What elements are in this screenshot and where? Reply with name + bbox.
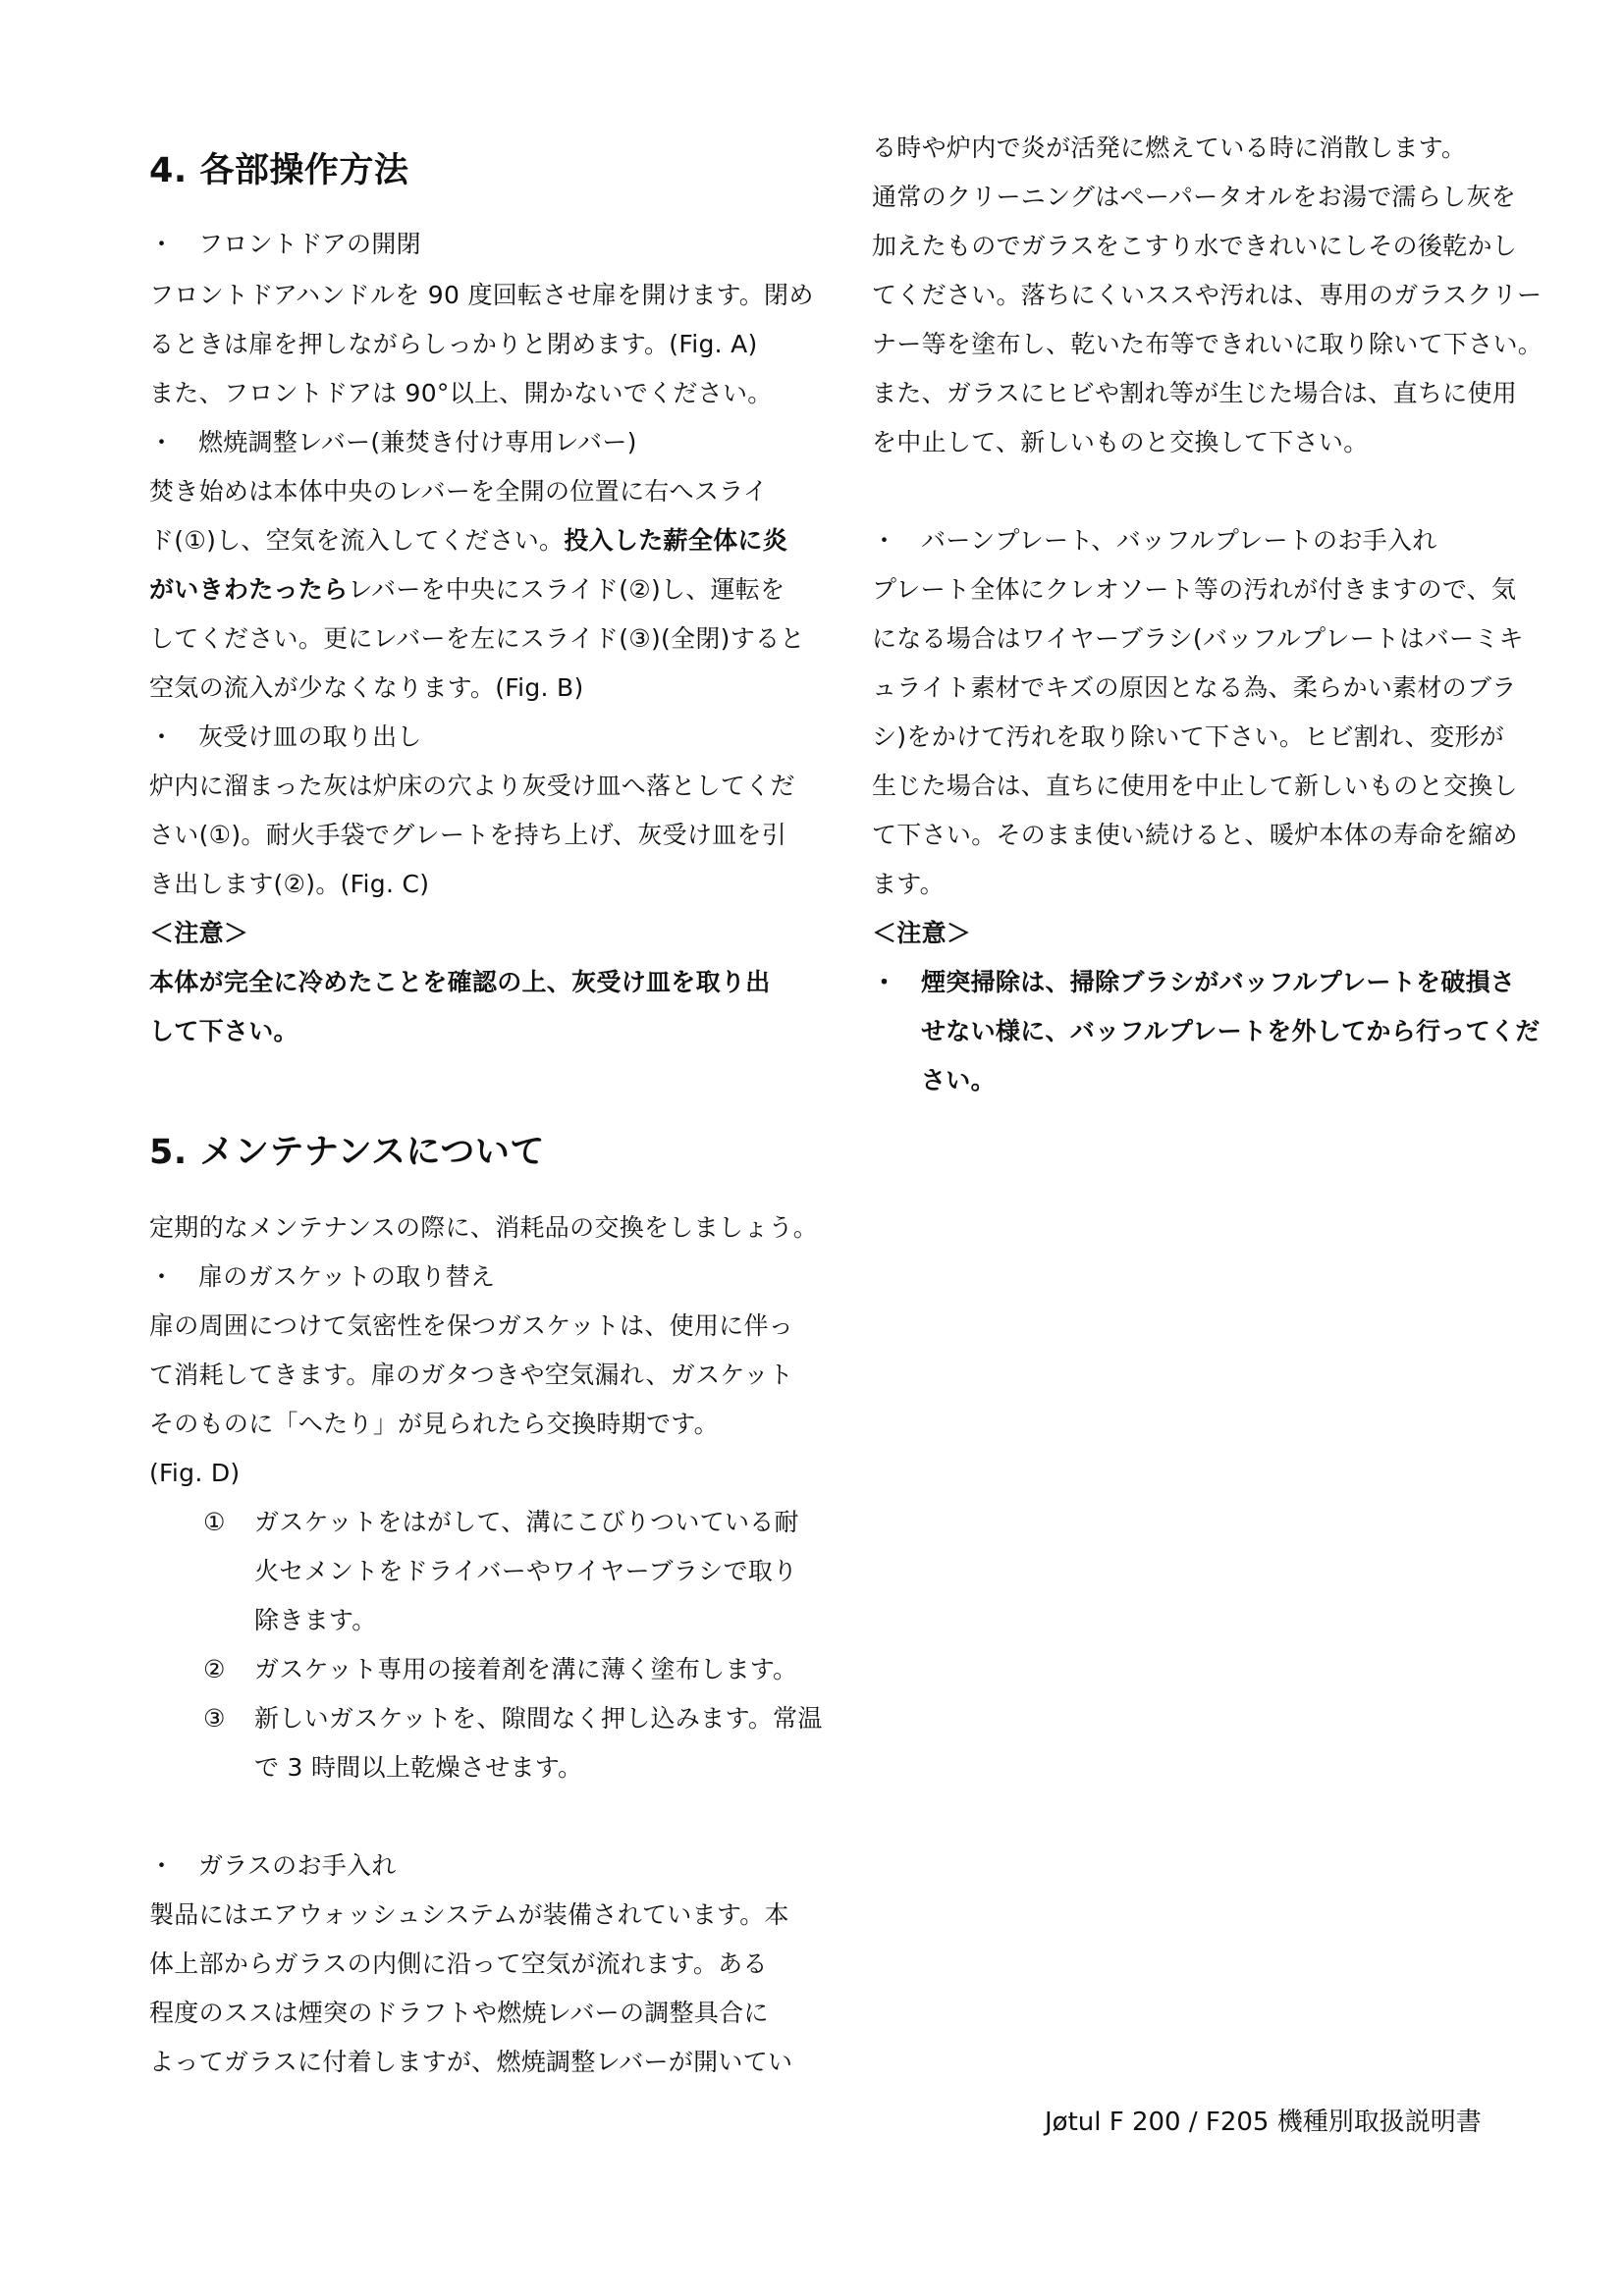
- bullet-label: ガラスのお手入れ: [198, 1851, 397, 1880]
- paragraph-line: ます。: [872, 870, 945, 898]
- text-span: ド(①)し、空気を流入してください。: [149, 526, 565, 555]
- numbered-step: [203, 1702, 823, 1735]
- step-number: ①: [203, 1508, 226, 1536]
- paragraph-line: を中止して、新しいものと交換して下さい。: [872, 428, 1369, 456]
- caution-line: 煙突掃除は、掃除ブラシがバッフルプレートを破損さ: [921, 968, 1516, 996]
- paragraph-line: てください。落ちにくいススや汚れは、専用のガラスクリー: [872, 281, 1543, 309]
- caution-line: 本体が完全に冷めたことを確認の上、灰受け皿を取り出: [149, 968, 771, 996]
- bullet-item-lever: [149, 426, 637, 459]
- bullet: ・: [149, 428, 175, 456]
- paragraph-line: て消耗してきます。扉のガタつきや空気漏れ、ガスケット: [149, 1361, 794, 1389]
- bullet-item-glass: [149, 1849, 397, 1883]
- bold-text-span: 投入した薪全体に炎: [564, 526, 788, 555]
- paragraph-line: [149, 524, 787, 558]
- bullet-item-plates: [872, 524, 1437, 558]
- bullet-label: 扉のガスケットの取り替え: [198, 1262, 496, 1291]
- bullet-label: バーンプレート、バッフルプレートのお手入れ: [921, 526, 1437, 555]
- step-continuation: で 3 時間以上乾燥させます。: [254, 1753, 583, 1782]
- bullet-item-front-door: [149, 228, 421, 261]
- bullet: ・: [149, 722, 175, 751]
- step-text: 新しいガスケットを、隙間なく押し込みます。常温: [254, 1704, 823, 1733]
- bullet: ・: [149, 1851, 175, 1880]
- section-5-heading: 5. メンテナンスについて: [149, 1133, 545, 1172]
- paragraph-line: る時や炉内で炎が活発に燃えている時に消散します。: [872, 133, 1467, 162]
- paragraph-line: るときは扉を押しながらしっかりと閉めます。(Fig. A): [149, 330, 758, 358]
- paragraph-line: 扉の周囲につけて気密性を保つガスケットは、使用に伴っ: [149, 1311, 794, 1340]
- numbered-step: [203, 1653, 797, 1686]
- bullet-item-gasket: [149, 1260, 495, 1294]
- paragraph-line: また、フロントドアは 90°以上、開かないでください。: [149, 379, 773, 407]
- step-text: ガスケットをはがして、溝にこびりついている耐: [254, 1508, 799, 1536]
- paragraph-line: [149, 573, 785, 607]
- paragraph-line: そのものに「へたり」が見られたら交換時期です。: [149, 1410, 719, 1438]
- caution-heading: ＜注意＞: [872, 919, 972, 947]
- caution-line: せない様に、バッフルプレートを外してから行ってくだ: [921, 1017, 1541, 1045]
- bold-text-span: がいきわたったら: [149, 575, 349, 604]
- paragraph-line: ナー等を塗布し、乾いた布等できれいに取り除いて下さい。: [872, 330, 1543, 358]
- paragraph-line: 製品にはエアウォッシュシステムが装備されています。本: [149, 1900, 789, 1929]
- paragraph-line: て下さい。そのまま使い続けると、暖炉本体の寿命を縮め: [872, 821, 1518, 849]
- step-continuation: 火セメントをドライバーやワイヤーブラシで取り: [254, 1557, 798, 1585]
- paragraph-line: き出します(②)。(Fig. C): [149, 870, 430, 898]
- caution-bullet-item: [872, 966, 1515, 999]
- numbered-step: [203, 1506, 799, 1539]
- paragraph-line: フロントドアハンドルを 90 度回転させ扉を開けます。閉め: [149, 281, 814, 309]
- caution-heading: ＜注意＞: [149, 919, 249, 947]
- bullet: ・: [872, 968, 897, 996]
- page-footer: Jøtul F 200 / F205 機種別取扱説明書: [1045, 2108, 1482, 2137]
- bullet: ・: [149, 230, 175, 258]
- paragraph-line: (Fig. D): [149, 1459, 241, 1487]
- caution-line: して下さい。: [149, 1017, 298, 1045]
- paragraph-line: よってガラスに付着しますが、燃焼調整レバーが開いてい: [149, 2048, 793, 2076]
- step-number: ③: [203, 1704, 226, 1733]
- paragraph-line: 程度のススは煙突のドラフトや燃焼レバーの調整具合に: [149, 1999, 769, 2027]
- paragraph-line: シ)をかけて汚れを取り除いて下さい。ヒビ割れ、変形が: [872, 722, 1505, 751]
- paragraph-line: 炉内に溜まった灰は炉床の穴より灰受け皿へ落としてくだ: [149, 772, 795, 800]
- step-continuation: 除きます。: [254, 1606, 377, 1634]
- paragraph-line: プレート全体にクレオソート等の汚れが付きますので、気: [872, 575, 1517, 604]
- paragraph-line: 定期的なメンテナンスの際に、消耗品の交換をしましょう。: [149, 1213, 819, 1242]
- section-4-heading: 4. 各部操作方法: [149, 151, 409, 190]
- paragraph-line: さい(①)。耐火手袋でグレートを持ち上げ、灰受け皿を引: [149, 821, 787, 849]
- paragraph-line: 加えたものでガラスをこすり水できれいにしその後乾かし: [872, 232, 1518, 260]
- bullet-label: フロントドアの開閉: [198, 230, 421, 258]
- paragraph-line: 生じた場合は、直ちに使用を中止して新しいものと交換し: [872, 772, 1518, 800]
- paragraph-line: 通常のクリーニングはペーパータオルをお湯で濡らし灰を: [872, 183, 1517, 211]
- paragraph-line: してください。更にレバーを左にスライド(③)(全閉)すると: [149, 624, 805, 653]
- bullet: ・: [872, 526, 897, 555]
- bullet-label: 燃焼調整レバー(兼焚き付け専用レバー): [198, 428, 637, 456]
- bullet-label: 灰受け皿の取り出し: [198, 722, 422, 751]
- paragraph-line: になる場合はワイヤーブラシ(バッフルプレートはバーミキ: [872, 624, 1524, 653]
- paragraph-line: 焚き始めは本体中央のレバーを全開の位置に右へスライ: [149, 477, 769, 506]
- paragraph-line: ュライト素材でキズの原因となる為、柔らかい素材のブラ: [872, 673, 1517, 702]
- paragraph-line: 空気の流入が少なくなります。(Fig. B): [149, 673, 584, 702]
- paragraph-line: また、ガラスにヒビや割れ等が生じた場合は、直ちに使用: [872, 379, 1518, 407]
- bullet-item-ash: [149, 721, 422, 754]
- bullet: ・: [149, 1262, 175, 1291]
- step-text: ガスケット専用の接着剤を溝に薄く塗布します。: [254, 1655, 798, 1683]
- paragraph-line: 体上部からガラスの内側に沿って空気が流れます。ある: [149, 1949, 768, 1978]
- text-span: レバーを中央にスライド(②)し、運転を: [348, 575, 785, 604]
- caution-line: さい。: [921, 1066, 996, 1095]
- step-number: ②: [203, 1655, 226, 1683]
